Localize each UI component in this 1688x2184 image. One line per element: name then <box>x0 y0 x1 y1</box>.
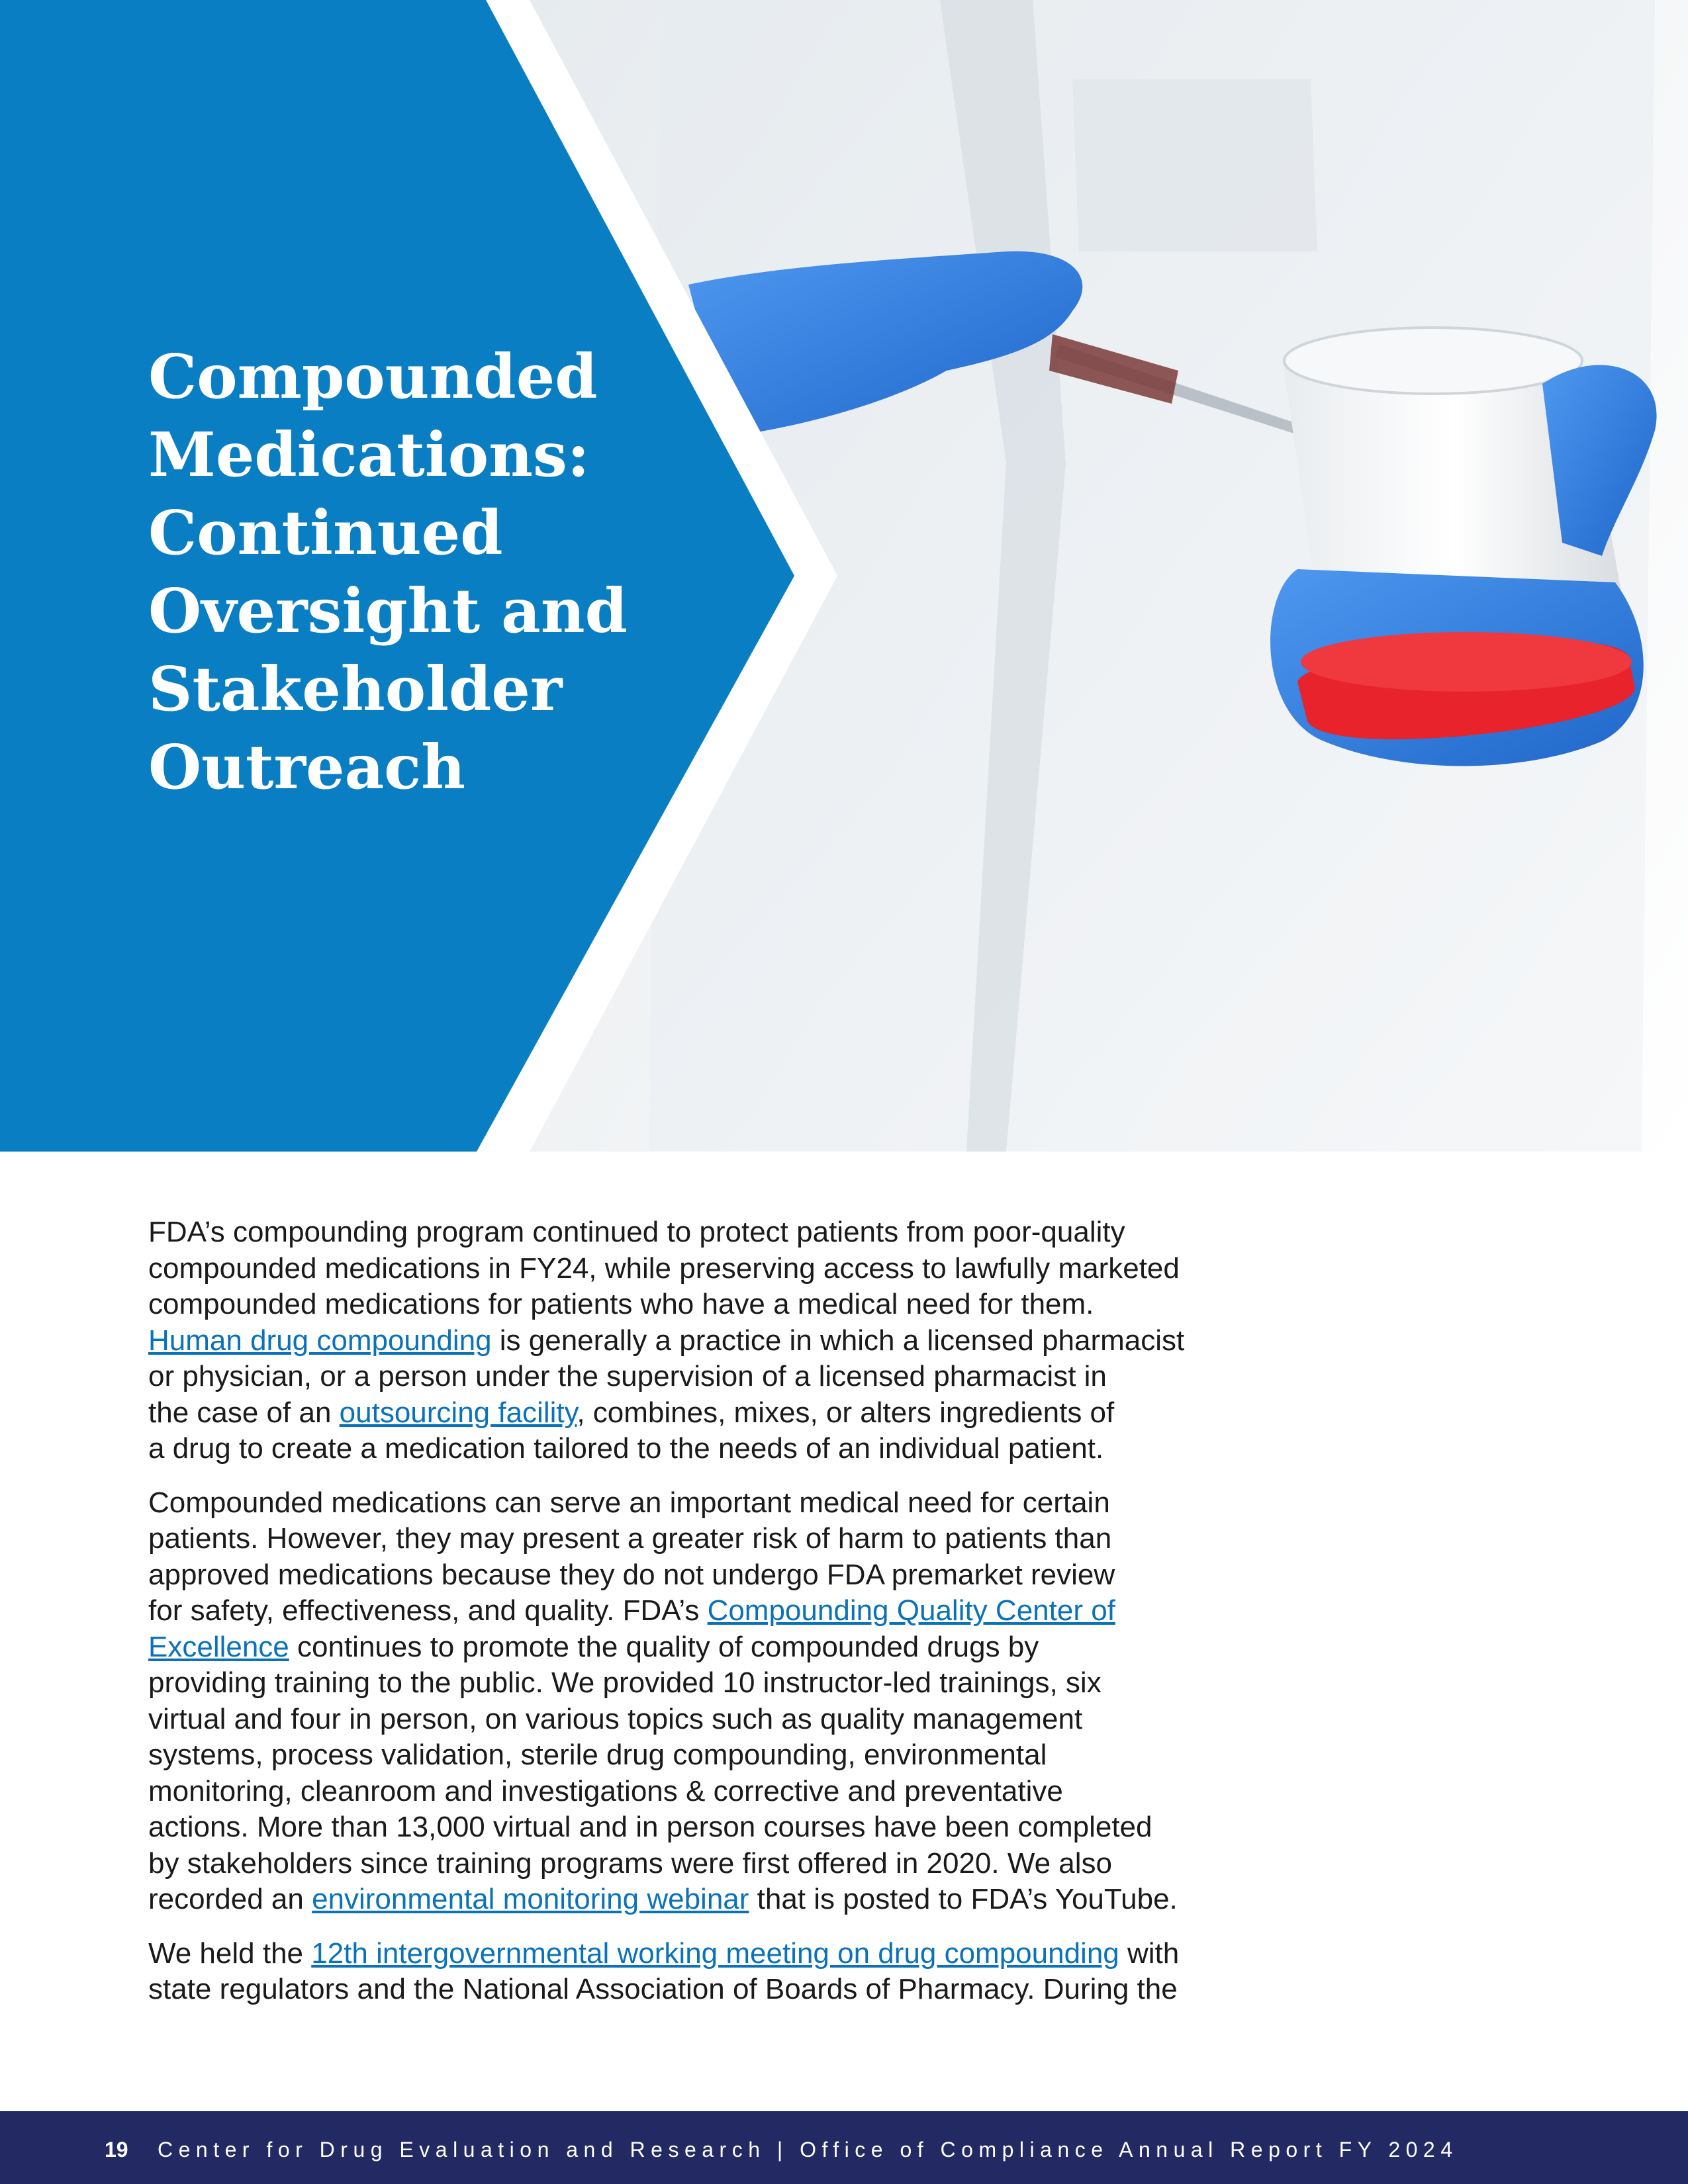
text-line: patients. However, they may present a greater risk of harm to patients than <box>148 1522 1112 1555</box>
text-fragment: is generally a practice in which a licensed pharmacist <box>491 1324 1185 1357</box>
human-drug-compounding-link[interactable]: Human drug compounding <box>148 1324 492 1357</box>
paragraph-1 <box>148 1214 1260 1467</box>
text-line: by stakeholders since training programs were first offered in 2020. We also <box>148 1846 1112 1880</box>
text-line: Compounded medications can serve an important medical need for certain <box>148 1486 1110 1519</box>
text-line <box>148 1395 1260 1432</box>
title-line: Oversight and <box>148 575 628 647</box>
body-text <box>148 1214 1260 2026</box>
intergovernmental-meeting-link[interactable]: 12th intergovernmental working meeting on drug compounding <box>311 1936 1119 1970</box>
text-line <box>148 1629 1260 1666</box>
page-number: 19 <box>105 2138 128 2161</box>
outsourcing-facility-link[interactable]: outsourcing facility <box>339 1396 577 1429</box>
title-line: Medications: <box>148 419 590 490</box>
page-title <box>148 338 691 806</box>
text-line: approved medications because they do not undergo FDA premarket review <box>148 1558 1115 1591</box>
environmental-monitoring-webinar-link[interactable]: environmental monitoring webinar <box>312 1883 749 1915</box>
text-line <box>148 1936 1260 1972</box>
text-fragment: with <box>1119 1936 1180 1970</box>
text-line: a drug to create a medication tailored to the needs of an individual patient. <box>148 1432 1104 1465</box>
paragraph-2 <box>148 1485 1260 1918</box>
text-line <box>148 1882 1260 1918</box>
title-line: Compounded <box>148 341 598 412</box>
text-line: systems, process validation, sterile drug compounding, environmental <box>148 1739 1047 1771</box>
compounding-quality-center-link[interactable]: Compounding Quality Center of <box>707 1594 1115 1627</box>
title-line: Stakeholder <box>148 653 563 725</box>
text-fragment: the case of an <box>148 1396 340 1429</box>
text-line <box>148 1323 1260 1359</box>
page-footer <box>0 2111 1688 2184</box>
text-line <box>148 1593 1260 1629</box>
text-line: providing training to the public. We provided 10 instructor-led trainings, six <box>148 1666 1102 1699</box>
text-line: or physician, or a person under the supervision of a licensed pharmacist in <box>148 1360 1107 1392</box>
text-fragment: that is posted to FDA’s YouTube. <box>749 1883 1178 1915</box>
text-line: monitoring, cleanroom and investigations & corrective and preventative <box>148 1774 1063 1807</box>
text-fragment: , combines, mixes, or alters ingredients of <box>577 1396 1115 1429</box>
compounding-quality-center-link[interactable]: Excellence <box>148 1630 289 1663</box>
text-fragment: We held the <box>148 1936 312 1970</box>
text-line: virtual and four in person, on various topics such as quality management <box>148 1702 1083 1735</box>
text-line: FDA’s compounding program continued to protect patients from poor-quality <box>148 1216 1125 1248</box>
paragraph-3 <box>148 1936 1260 2008</box>
text-line: compounded medications for patients who have a medical need for them. <box>148 1288 1094 1320</box>
text-line: compounded medications in FY24, while preserving access to lawfully marketed <box>148 1251 1180 1285</box>
text-fragment: continues to promote the quality of compounded drugs by <box>289 1630 1039 1663</box>
text-line: actions. More than 13,000 virtual and in person courses have been completed <box>148 1811 1152 1843</box>
footer-text: Center for Drug Evaluation and Research | Office of Compliance Annual Report FY 2024 <box>158 2138 1458 2161</box>
title-line: Outreach <box>148 731 466 803</box>
text-fragment: for safety, effectiveness, and quality. FDA’s <box>148 1594 708 1627</box>
text-line: state regulators and the National Association of Boards of Pharmacy. During the <box>148 1973 1178 2005</box>
text-fragment: recorded an <box>148 1883 312 1915</box>
title-line: Continued <box>148 497 503 569</box>
